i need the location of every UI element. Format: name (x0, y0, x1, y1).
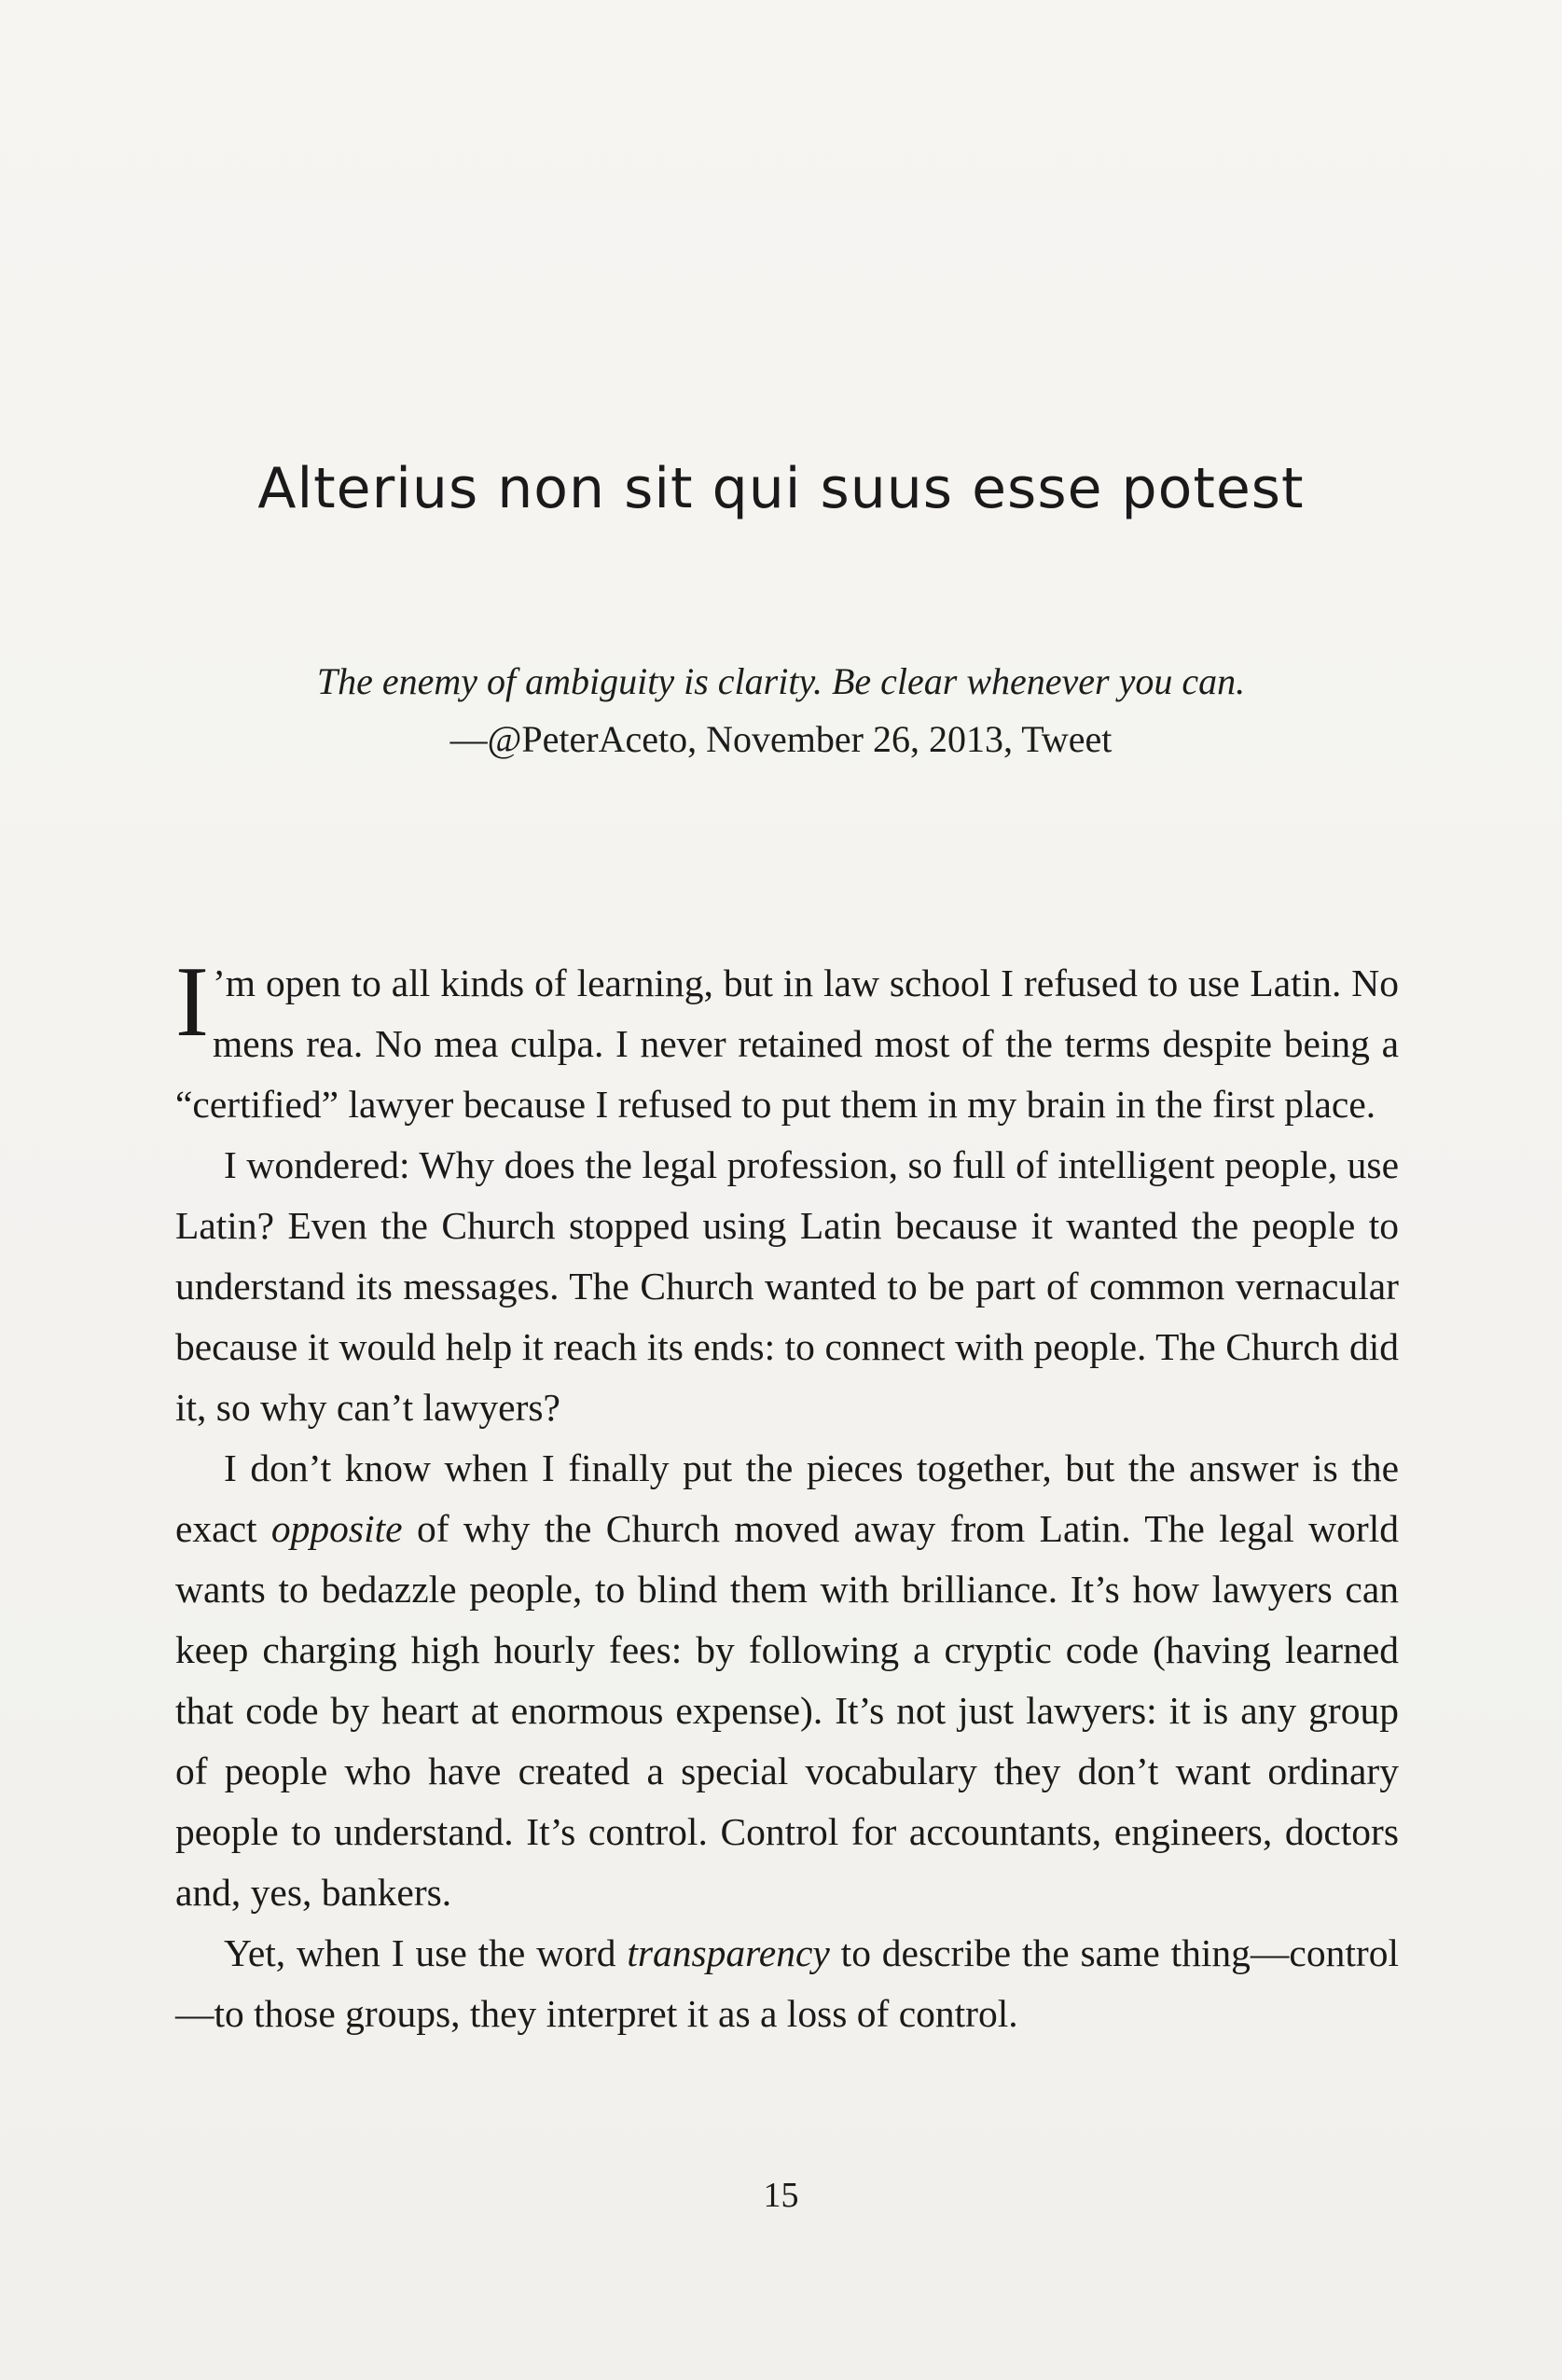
paragraph-3 (175, 1438, 1399, 1923)
epigraph-attribution: —@PeterAceto, November 26, 2013, Tweet (449, 718, 1113, 760)
chapter-title: Alterius non sit qui suus esse potest (257, 456, 1305, 521)
paragraph-4-text-a: Yet, when I use the word (224, 1931, 628, 1974)
epigraph-quote: The enemy of ambiguity is clarity. Be clear whenever you can. (316, 660, 1246, 702)
drop-cap: I (175, 947, 209, 1058)
paragraph-3-text-a: I don’t know when I finally put the pieces together, but the answer is the exact (175, 1446, 1399, 1550)
page-number: 15 (763, 2176, 799, 2215)
paragraph-1 (175, 947, 1399, 1135)
paragraph-1-text: ’m open to all kinds of learning, but in law school I refused to use Latin. No mens rea. No mea culpa. I never retained most of the terms despite being a “certified” lawyer because I refused to put them in my brain in the first place. (175, 962, 1399, 1126)
epigraph (0, 653, 1562, 768)
emphasis-opposite: opposite (270, 1507, 403, 1550)
paragraph-4-text-b: to describe the same thing—control—to those groups, they interpret it as a loss of control. (175, 1931, 1399, 2035)
paragraph-2: I wondered: Why does the legal profession, so full of intelligent people, use Latin? Even the Church stopped using Latin because it wanted the people to understand its messages. The Church wanted to be part of common vernacular because it would help it reach its ends: to connect with people. The Church did it, so why can’t lawyers? (175, 1143, 1399, 1429)
emphasis-transparency: transparency (627, 1931, 830, 1974)
paragraph-4 (175, 1923, 1399, 2044)
body-text (175, 947, 1399, 2044)
paragraph-3-text-b: of why the Church moved away from Latin. The legal world wants to bedazzle people, to blind them with brilliance. It’s how lawyers can keep charging high hourly fees: by following a cryptic code (having learned that code by heart at enormous expense). It’s not just lawyers: it is any group of people who have created a special vocabulary they don’t want ordinary people to understand. It’s control. Control for accountants, engineers, doctors and, yes, bankers. (175, 1507, 1399, 1914)
